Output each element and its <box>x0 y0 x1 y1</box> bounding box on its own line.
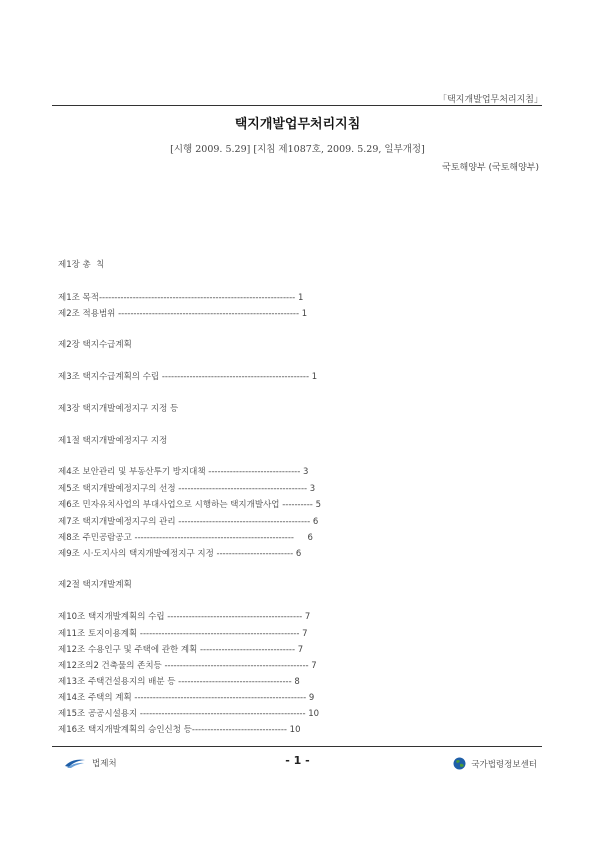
running-header: 「택지개발업무처리지침」 <box>438 95 543 105</box>
toc-entry[interactable]: 제1조 목적---------------------------------------------------------------- 1 <box>58 293 304 303</box>
toc-entry[interactable]: 제4조 보안관리 및 부동산투기 방지대책 ------------------------------ 3 <box>58 467 309 477</box>
toc-chapter[interactable]: 제1장 총 칙 <box>58 260 105 270</box>
document-title: 택지개발업무처리지침 <box>234 117 361 132</box>
document-enforcement-info: [시행 2009. 5.29] [지침 제1087호, 2009. 5.29, 일부개정] <box>170 144 425 155</box>
toc-entry[interactable]: 제11조 토지이용계획 ---------------------------------------------------- 7 <box>58 629 308 639</box>
toc-entry[interactable]: 제12조 수용인구 및 주택에 관한 계획 ------------------------------- 7 <box>58 645 304 655</box>
footer-divider <box>52 746 542 747</box>
toc-entry[interactable]: 제5조 택지개발예정지구의 선정 ------------------------------------------ 3 <box>58 484 316 494</box>
toc-entry[interactable]: 제2조 적용범위 ----------------------------------------------------------- 1 <box>58 309 308 319</box>
toc-entry[interactable]: 제15조 공공시설용지 ------------------------------------------------------ 10 <box>58 709 320 719</box>
document-ministry: 국토해양부 (국토해양부) <box>442 163 539 173</box>
header-divider <box>52 105 542 106</box>
law-center-globe-icon <box>453 757 466 770</box>
footer-right-label: 국가법령정보센터 <box>471 759 537 770</box>
toc-entry[interactable]: 제8조 주민공람공고 ---------------------------------------------------- 6 <box>58 533 313 543</box>
toc-chapter[interactable]: 제3장 택지개발예정지구 지정 등 <box>58 404 179 414</box>
toc-entry[interactable]: 제14조 주택의 계획 -------------------------------------------------------- 9 <box>58 693 315 703</box>
toc-chapter[interactable]: 제2장 택지수급계획 <box>58 340 132 350</box>
toc-section[interactable]: 제1절 택지개발예정지구 지정 <box>58 436 168 446</box>
page-number: - 1 - <box>285 754 310 767</box>
toc-entry[interactable]: 제16조 택지개발계획의 승인신청 등------------------------------- 10 <box>58 725 301 735</box>
toc-entry[interactable]: 제3조 택지수급계획의 수립 ------------------------------------------------ 1 <box>58 372 318 382</box>
toc-entry[interactable]: 제6조 민자유치사업의 부대사업으로 시행하는 택지개발사업 ---------- 5 <box>58 500 321 510</box>
toc-entry[interactable]: 제10조 택지개발계획의 수립 -------------------------------------------- 7 <box>58 612 311 622</box>
toc-section[interactable]: 제2절 택지개발계획 <box>58 580 132 590</box>
toc-entry[interactable]: 제12조의2 건축물의 존치등 ----------------------------------------------- 7 <box>58 661 317 671</box>
footer-left-label: 법제처 <box>92 759 117 769</box>
footer-right <box>453 757 537 770</box>
toc-entry[interactable]: 제9조 시·도지사의 택지개발예정지구 지정 ------------------------- 6 <box>58 549 302 559</box>
toc-entry[interactable]: 제7조 택지개발예정지구의 관리 ------------------------------------------- 6 <box>58 517 319 527</box>
toc-entry[interactable]: 제13조 주택건설용지의 배분 등 ------------------------------------- 8 <box>58 677 300 687</box>
